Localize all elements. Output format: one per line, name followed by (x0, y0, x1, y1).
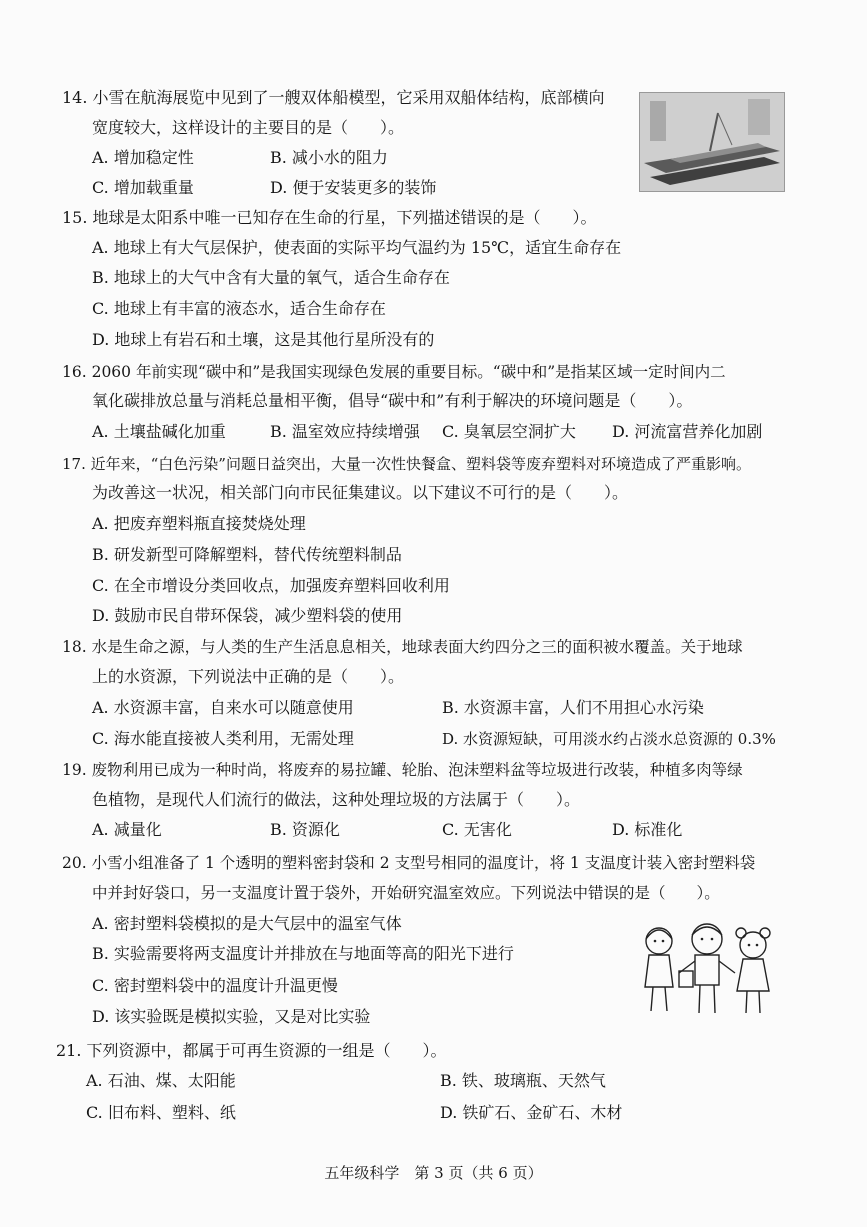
page-footer: 五年级科学 第 3 页（共 6 页） (324, 1164, 543, 1182)
catamaran-model-photo (639, 92, 785, 192)
q18-option-b: B. 水资源丰富，人们不用担心水污染 (442, 698, 704, 717)
q19-option-b: B. 资源化 (270, 820, 340, 839)
q20-option-c: C. 密封塑料袋中的温度计升温更慢 (92, 976, 338, 995)
q21-option-d: D. 铁矿石、金矿石、木材 (440, 1103, 623, 1122)
q15-option-a: A. 地球上有大气层保护，使表面的实际平均气温约为 15℃，适宜生命存在 (92, 238, 622, 257)
q14-option-b: B. 减小水的阻力 (270, 148, 388, 167)
q14-stem: 14. 小雪在航海展览中见到了一艘双体船模型，它采用双船体结构，底部横向 (62, 88, 605, 107)
q19-option-c: C. 无害化 (442, 820, 512, 839)
q18-stem: 18. 水是生命之源，与人类的生产生活息息相关，地球表面大约四分之三的面积被水覆盖。关于地球 (62, 638, 743, 656)
q21-option-b: B. 铁、玻璃瓶、天然气 (440, 1071, 606, 1090)
q18-option-d: D. 水资源短缺，可用淡水约占淡水总资源的 0.3% (442, 730, 776, 748)
q20-option-b: B. 实验需要将两支温度计并排放在与地面等高的阳光下进行 (92, 944, 514, 963)
q15-option-d: D. 地球上有岩石和土壤，这是其他行星所没有的 (92, 330, 435, 349)
q21-option-c: C. 旧布料、塑料、纸 (86, 1103, 236, 1122)
q15-stem: 15. 地球是太阳系中唯一已知存在生命的行星，下列描述错误的是（ ）。 (62, 208, 597, 227)
q19-stem: 19. 废物利用已成为一种时尚，将废弃的易拉罐、轮胎、泡沫塑料盆等垃圾进行改装，种植多肉等绿 (62, 761, 743, 779)
q14-stem-cont: 宽度较大，这样设计的主要目的是（ ）。 (92, 118, 405, 137)
q17-option-a: A. 把废弃塑料瓶直接焚烧处理 (92, 514, 306, 533)
q16-option-a: A. 土壤盐碱化加重 (92, 422, 226, 441)
q21-option-a: A. 石油、煤、太阳能 (86, 1071, 236, 1090)
q17-stem-cont: 为改善这一状况，相关部门向市民征集建议。以下建议不可行的是（ ）。 (92, 483, 629, 502)
q19-option-a: A. 减量化 (92, 820, 162, 839)
q18-option-a: A. 水资源丰富，自来水可以随意使用 (92, 698, 354, 717)
q16-stem-cont: 氧化碳排放总量与消耗总量相平衡，倡导“碳中和”有利于解决的环境问题是（ ）。 (92, 391, 693, 410)
q17-option-d: D. 鼓励市民自带环保袋，减少塑料袋的使用 (92, 606, 403, 625)
q14-option-a: A. 增加稳定性 (92, 148, 194, 167)
q19-option-d: D. 标准化 (612, 820, 683, 839)
q14-option-c: C. 增加载重量 (92, 178, 194, 197)
q16-option-c: C. 臭氧层空洞扩大 (442, 422, 576, 441)
q16-stem: 16. 2060 年前实现“碳中和”是我国实现绿色发展的重要目标。“碳中和”是指某区域一定时间内二 (62, 363, 726, 381)
q20-option-d: D. 该实验既是模拟实验，又是对比实验 (92, 1007, 371, 1026)
q18-stem-cont: 上的水资源，下列说法中正确的是（ ）。 (92, 667, 405, 686)
q17-option-b: B. 研发新型可降解塑料，替代传统塑料制品 (92, 545, 402, 564)
q20-stem-cont: 中并封好袋口，另一支温度计置于袋外，开始研究温室效应。下列说法中错误的是（ ）。 (92, 884, 720, 902)
q21-stem: 21. 下列资源中，都属于可再生资源的一组是（ ）。 (56, 1041, 447, 1060)
q15-option-c: C. 地球上有丰富的液态水，适合生命存在 (92, 299, 386, 318)
q14-option-d: D. 便于安装更多的装饰 (270, 178, 437, 197)
q19-stem-cont: 色植物，是现代人们流行的做法，这种处理垃圾的方法属于（ ）。 (92, 790, 581, 809)
q16-option-b: B. 温室效应持续增强 (270, 422, 420, 441)
q20-stem: 20. 小雪小组准备了 1 个透明的塑料密封袋和 2 支型号相同的温度计，将 1 支温度计装入密封塑料袋 (62, 854, 756, 872)
children-illustration (637, 915, 775, 1018)
q17-stem: 17. 近年来，“白色污染”问题日益突出，大量一次性快餐盒、塑料袋等废弃塑料对环境造成了严重影响。 (62, 455, 751, 473)
q18-option-c: C. 海水能直接被人类利用，无需处理 (92, 729, 354, 748)
q15-option-b: B. 地球上的大气中含有大量的氧气，适合生命存在 (92, 268, 450, 287)
q20-option-a: A. 密封塑料袋模拟的是大气层中的温室气体 (92, 914, 402, 933)
q16-option-d: D. 河流富营养化加剧 (612, 422, 763, 441)
q17-option-c: C. 在全市增设分类回收点，加强废弃塑料回收利用 (92, 576, 450, 595)
